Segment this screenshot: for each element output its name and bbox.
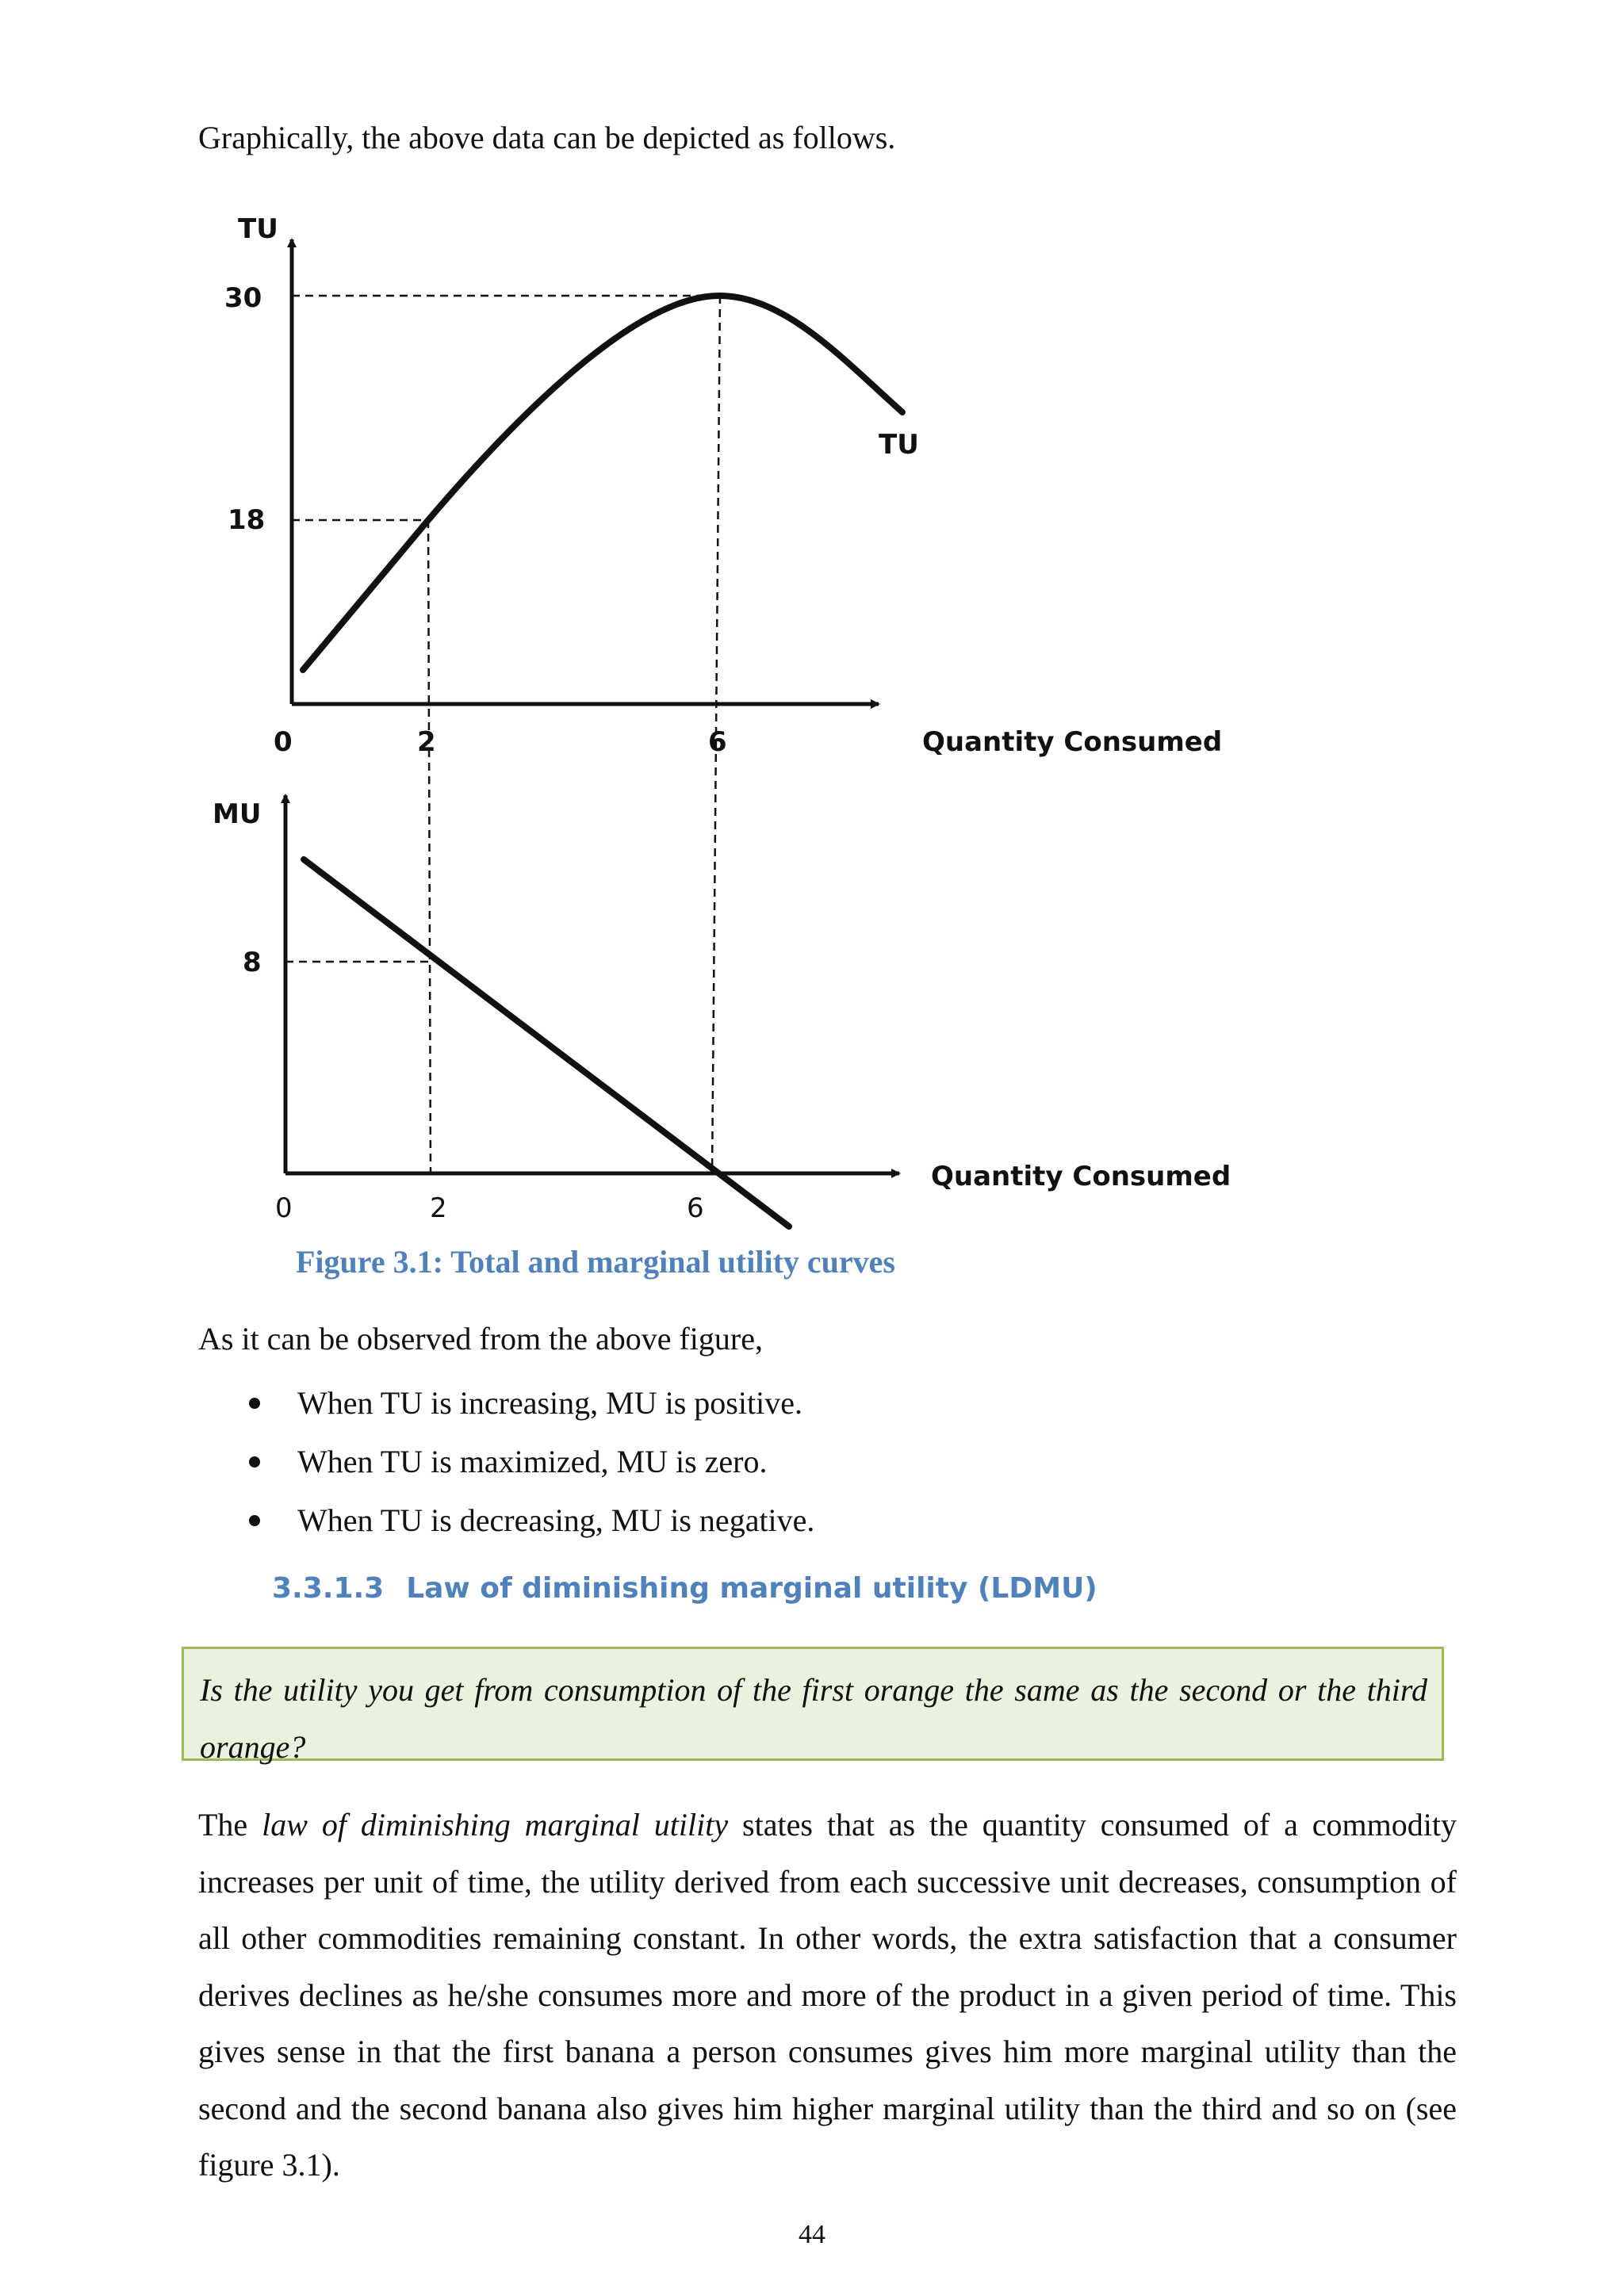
mu-tick-8: 8 <box>243 947 262 978</box>
list-item <box>246 1491 814 1550</box>
tu-x-axis-label: Quantity Consumed <box>922 726 1223 758</box>
mu-tick-x-6: 6 <box>687 1192 704 1224</box>
intro-text: Graphically, the above data can be depicted as follows. <box>198 120 896 155</box>
tu-curve-label: TU <box>879 429 919 461</box>
guide-x-2 <box>428 520 431 1173</box>
question-box: Is the utility you get from consumption of the first orange the same as the second or the third orange? <box>182 1647 1444 1761</box>
tu-tick-x-6: 6 <box>708 726 727 758</box>
observation-list <box>246 1374 814 1550</box>
mu-x-axis-label: Quantity Consumed <box>931 1161 1231 1192</box>
paragraph-emphasis: law of diminishing marginal utility <box>262 1807 729 1843</box>
list-item-text: When TU is increasing, MU is positive. <box>297 1385 802 1421</box>
observation-intro: As it can be observed from the above figure, <box>198 1321 763 1357</box>
list-item <box>246 1433 814 1491</box>
tu-curve <box>303 296 902 670</box>
figure-caption: Figure 3.1: Total and marginal utility curves <box>296 1244 895 1280</box>
bullet-icon <box>249 1456 260 1468</box>
tu-tick-x-0: 0 <box>274 726 293 758</box>
page-number: 44 <box>799 2220 825 2249</box>
mu-y-axis-label: MU <box>213 798 262 830</box>
paragraph-text: The <box>198 1807 262 1843</box>
section-title: Law of diminishing marginal utility (LDMU) <box>406 1572 1097 1605</box>
mu-tick-x-2: 2 <box>430 1192 447 1224</box>
list-item-text: When TU is maximized, MU is zero. <box>297 1444 768 1479</box>
tu-y-axis-label: TU <box>238 213 278 245</box>
section-number: 3.3.1.3 <box>272 1572 385 1605</box>
list-item <box>246 1374 814 1433</box>
bullet-icon <box>249 1515 260 1526</box>
bullet-icon <box>249 1398 260 1409</box>
list-item-text: When TU is decreasing, MU is negative. <box>297 1502 815 1538</box>
paragraph-text: states that as the quantity consumed of a commodity increases per unit of time, the utility derived from each successive unit decreases, consumption of all other commodities remaining constant. In other words, the extra satisfaction that a consumer derives declines as he/she consumes more and more of the product in a given period of time. This gives sense in that the first banana a person consumes gives him more marginal utility than the second and the second banana also gives him higher marginal utility than the third and so on (see figure 3.1). <box>198 1807 1457 2183</box>
tu-tick-x-2: 2 <box>417 726 436 758</box>
section-heading <box>272 1572 1097 1605</box>
tu-tick-30: 30 <box>224 282 262 314</box>
body-paragraph <box>198 1797 1457 2194</box>
tu-tick-18: 18 <box>228 504 266 536</box>
mu-tick-x-0: 0 <box>275 1192 293 1224</box>
